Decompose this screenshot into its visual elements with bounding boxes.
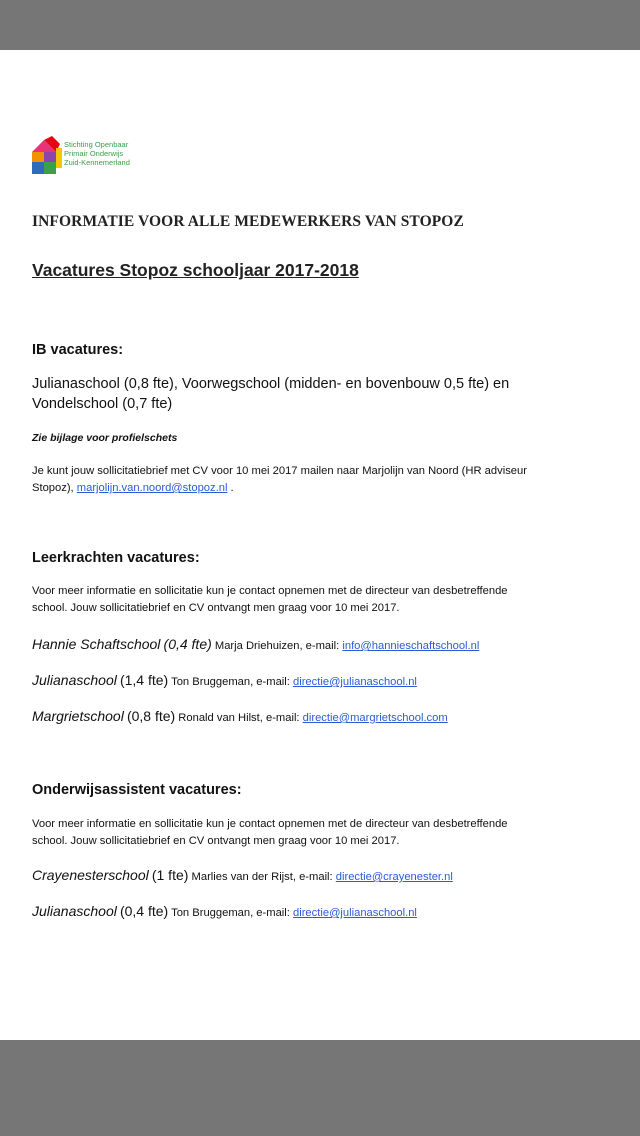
ib-schools-line: Vondelschool (0,7 fte) bbox=[32, 396, 173, 412]
apply-suffix: . bbox=[230, 482, 234, 494]
logo-line: Stichting Openbaar bbox=[64, 140, 129, 149]
vacancy-entry bbox=[32, 867, 453, 883]
logo-text bbox=[64, 140, 130, 167]
email-link[interactable]: directie@julianaschool.nl bbox=[293, 907, 417, 919]
ib-heading: IB vacatures: bbox=[32, 342, 124, 358]
assistants-info-line: Voor meer informatie en sollicitatie kun je contact opnemen met de directeur van desbetreffende bbox=[32, 818, 508, 830]
fte-value: (1,4 fte) bbox=[119, 672, 169, 688]
fte-value: (0,4 fte) bbox=[163, 636, 212, 652]
contact-name: Ton Bruggeman, e-mail: bbox=[171, 907, 290, 919]
school-name: Hannie Schaftschool bbox=[32, 636, 161, 652]
school-name: Julianaschool bbox=[32, 672, 117, 688]
ib-apply-line: Je kunt jouw sollicitatiebrief met CV voor 10 mei 2017 mailen naar Marjolijn van Noord (HR adviseur bbox=[32, 465, 527, 477]
contact-name: Ronald van Hilst, e-mail: bbox=[178, 712, 300, 724]
hr-email-link[interactable]: marjolijn.van.noord@stopoz.nl bbox=[76, 482, 228, 494]
serif-heading: INFORMATIE VOOR ALLE MEDEWERKERS VAN STOPOZ bbox=[32, 213, 464, 230]
fte-value: (1 fte) bbox=[151, 867, 189, 883]
contact-name: Marja Driehuizen, e-mail: bbox=[214, 640, 340, 652]
ib-apply-line bbox=[32, 480, 234, 496]
teachers-info-line: school. Jouw sollicitatiebrief en CV ontvangt men graag voor 10 mei 2017. bbox=[32, 602, 400, 614]
school-name: Julianaschool bbox=[32, 903, 117, 919]
email-link[interactable]: directie@crayenester.nl bbox=[335, 871, 453, 883]
document-page[interactable] bbox=[0, 50, 640, 1040]
fte-value: (0,4 fte) bbox=[119, 903, 169, 919]
email-link[interactable]: directie@margrietschool.com bbox=[302, 712, 448, 724]
teachers-heading: Leerkrachten vacatures: bbox=[32, 550, 200, 566]
apply-prefix: Stopoz), bbox=[32, 482, 74, 494]
profile-note: Zie bijlage voor profielschets bbox=[32, 432, 178, 444]
contact-name: Ton Bruggeman, e-mail: bbox=[171, 676, 290, 688]
teachers-info-line: Voor meer informatie en sollicitatie kun je contact opnemen met de directeur van desbetreffende bbox=[32, 585, 508, 597]
vacancy-entry bbox=[32, 903, 417, 919]
fte-value: (0,8 fte) bbox=[126, 708, 176, 724]
email-link[interactable]: directie@julianaschool.nl bbox=[293, 676, 417, 688]
assistants-heading: Onderwijsassistent vacatures: bbox=[32, 782, 242, 798]
school-name: Crayenesterschool bbox=[32, 867, 149, 883]
vacancy-entry bbox=[32, 708, 448, 724]
bottom-bar bbox=[0, 1040, 640, 1136]
vacancy-entry bbox=[32, 636, 479, 652]
email-link[interactable]: info@hannieschaftschool.nl bbox=[342, 640, 480, 652]
assistants-info-line: school. Jouw sollicitatiebrief en CV ontvangt men graag voor 10 mei 2017. bbox=[32, 835, 400, 847]
ib-schools-line: Julianaschool (0,8 fte), Voorwegschool (midden- en bovenbouw 0,5 fte) en bbox=[32, 376, 510, 392]
top-bar bbox=[0, 0, 640, 50]
contact-name: Marlies van der Rijst, e-mail: bbox=[191, 871, 333, 883]
school-name: Margrietschool bbox=[32, 708, 124, 724]
logo-line: Primair Onderwijs bbox=[64, 149, 124, 158]
vacancy-entry bbox=[32, 672, 417, 688]
logo-line: Zuid-Kennemerland bbox=[64, 158, 130, 167]
page-title: Vacatures Stopoz schooljaar 2017-2018 bbox=[32, 260, 359, 280]
